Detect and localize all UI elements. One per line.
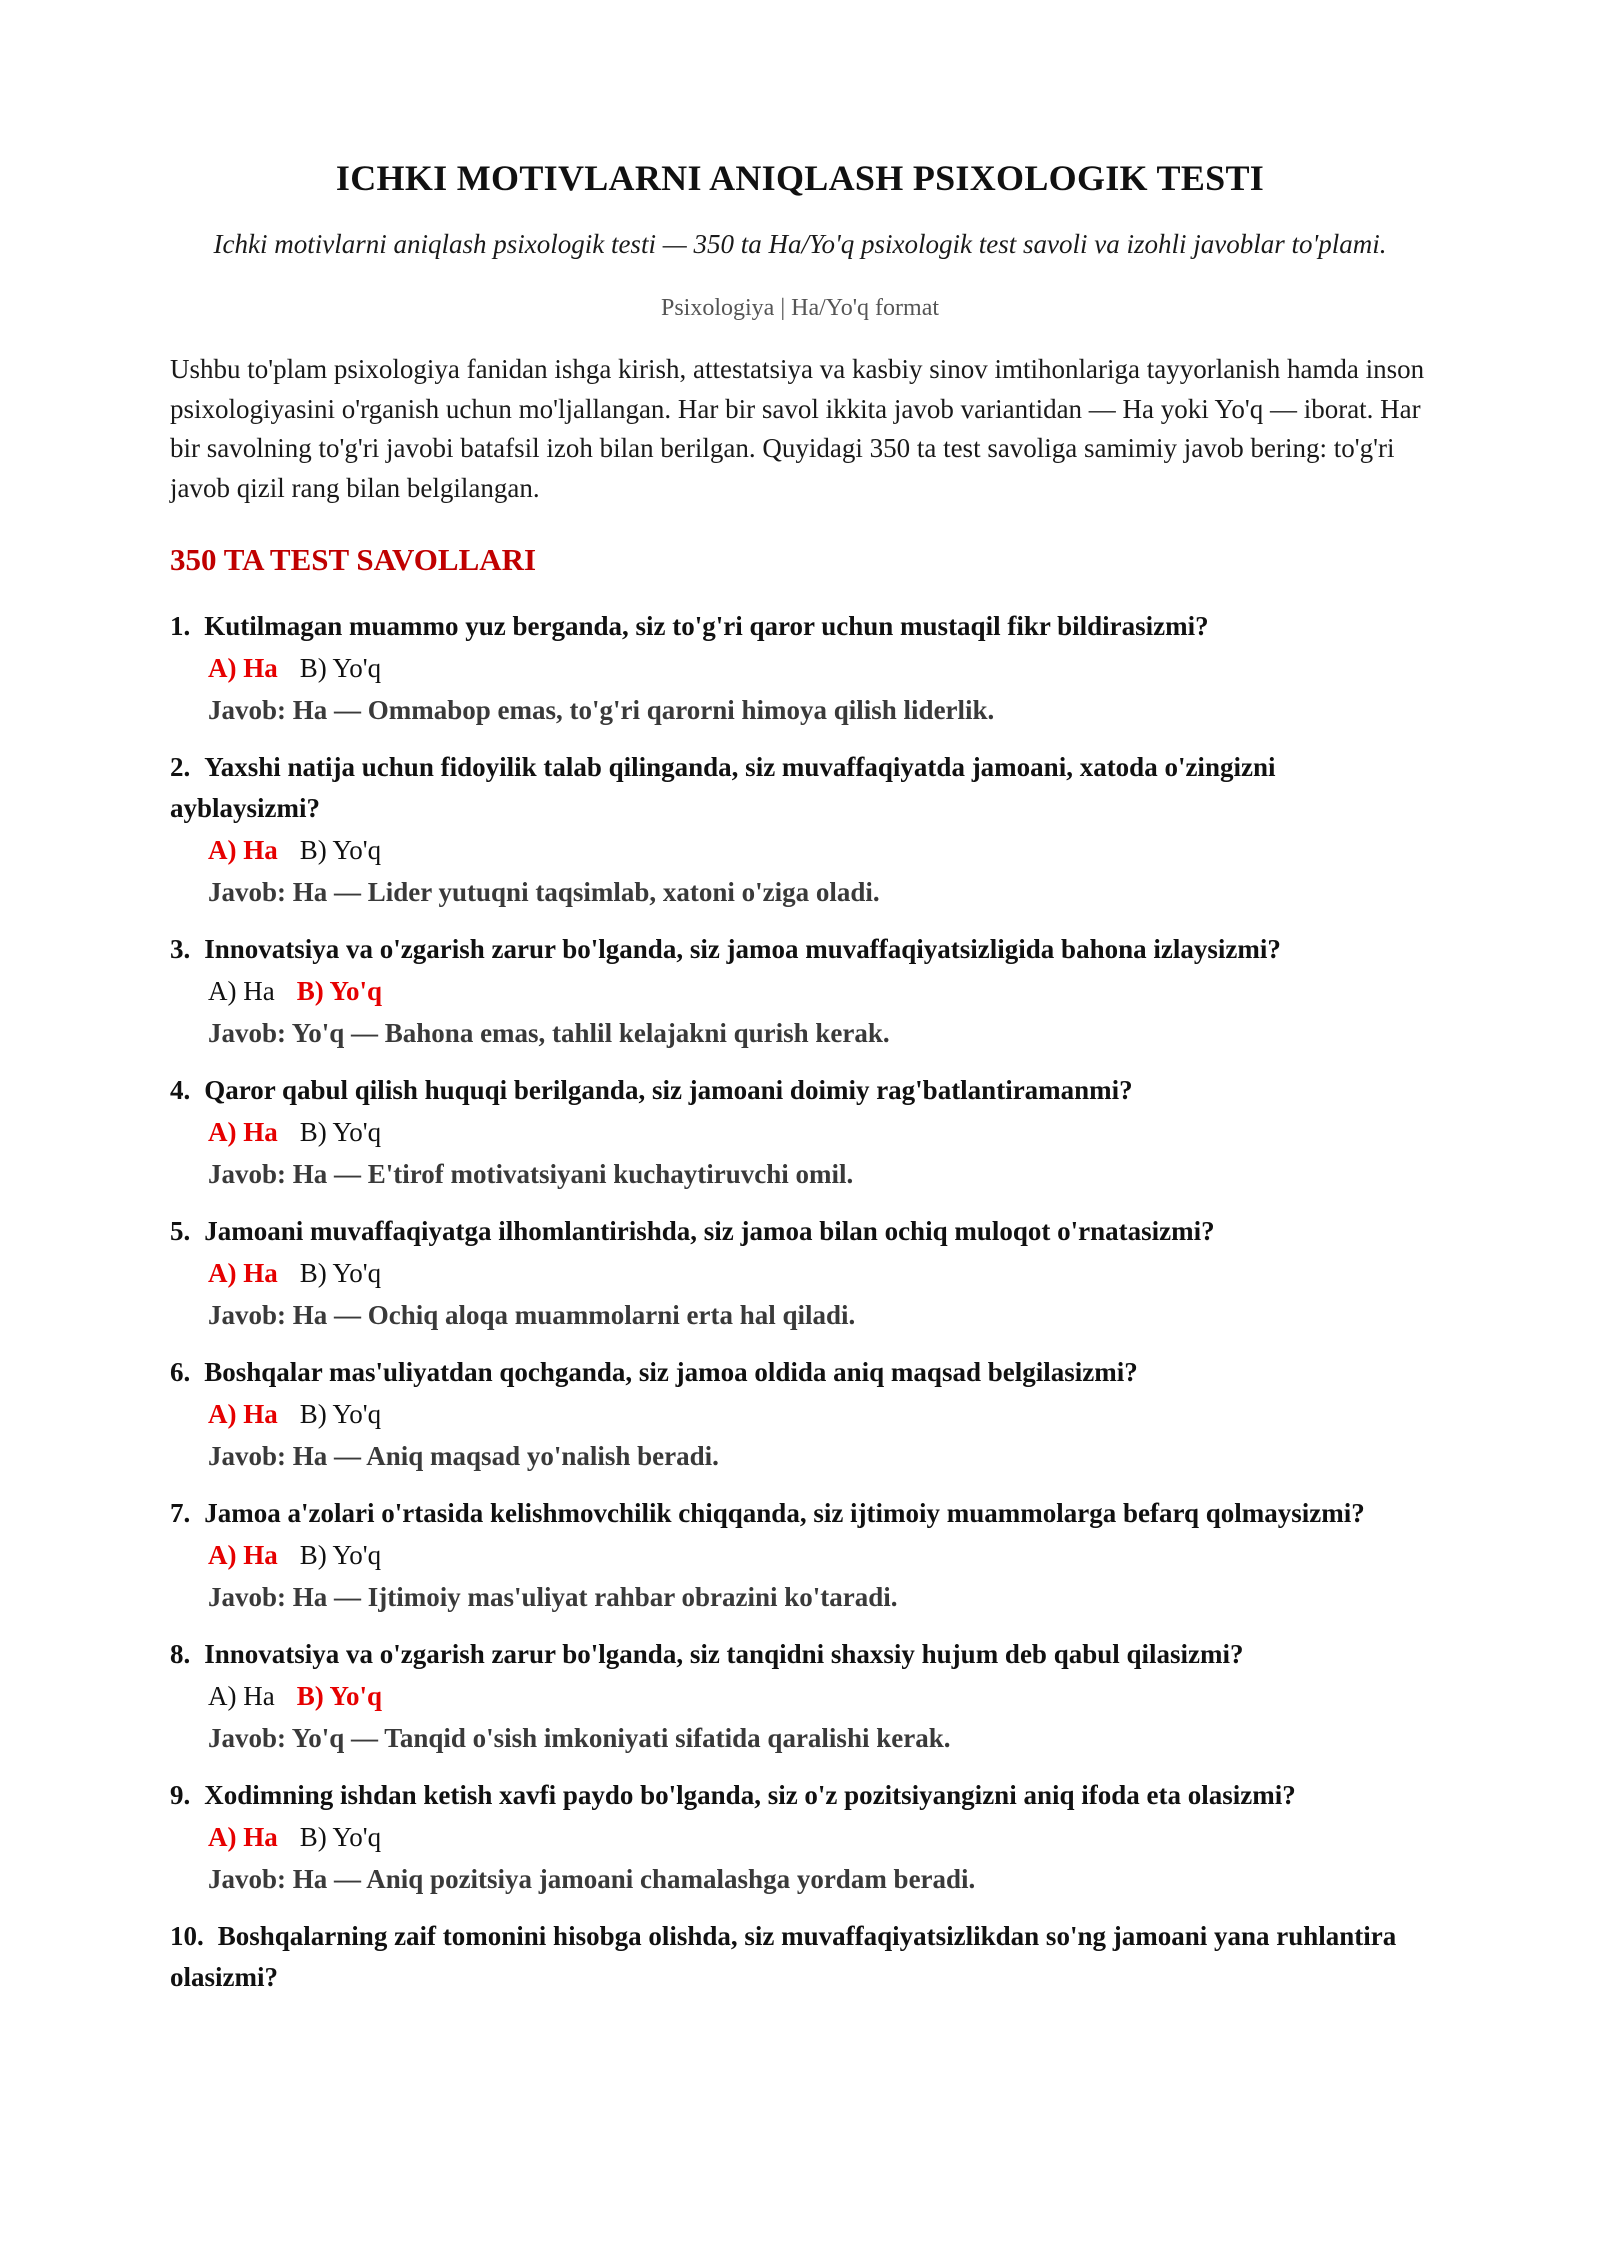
option-b[interactable]: B) Yo'q [299, 1540, 382, 1570]
question-item [170, 1070, 1430, 1195]
answer-options [170, 829, 1430, 871]
question-number: 1. [170, 611, 191, 641]
question-item [170, 606, 1430, 731]
option-a[interactable]: A) Ha [208, 835, 278, 865]
question-number: 8. [170, 1639, 191, 1669]
answer-explanation: Javob: Ha — Ochiq aloqa muammolarni erta hal qiladi. [208, 1300, 856, 1330]
question-body: Qaror qabul qilish huquqi berilganda, siz jamoani doimiy rag'batlantiramanmi? [204, 1075, 1133, 1105]
question-number: 9. [170, 1780, 191, 1810]
question-number: 6. [170, 1357, 191, 1387]
question-item [170, 1634, 1430, 1759]
question-number: 10. [170, 1921, 204, 1951]
question-text [170, 1352, 1430, 1393]
option-b[interactable]: B) Yo'q [299, 1822, 382, 1852]
option-b[interactable]: B) Yo'q [299, 1258, 382, 1288]
question-text [170, 1070, 1430, 1111]
question-text [170, 1775, 1430, 1816]
answer-explanation: Javob: Ha — Lider yutuqni taqsimlab, xatoni o'ziga oladi. [208, 877, 880, 907]
question-item [170, 1211, 1430, 1336]
intro-paragraph: Ushbu to'plam psixologiya fanidan ishga kirish, attestatsiya va kasbiy sinov imtihonlariga tayyorlanish hamda inson psixologiyasini o'rganish uchun mo'ljallangan. Har bir savol ikkita javob variantidan — Ha yoki Yo'q — iborat. Har bir savolning to'g'ri javobi batafsil izoh bilan berilgan. Quyidagi 350 ta test savoliga samimiy javob bering: to'g'ri javob qizil rang bilan belgilangan. [170, 354, 1425, 503]
answer-explanation: Javob: Ha — Aniq pozitsiya jamoani chamalashga yordam beradi. [208, 1864, 976, 1894]
option-a[interactable]: A) Ha [208, 1540, 278, 1570]
question-text [170, 1916, 1430, 1998]
answer-options [170, 1675, 1430, 1717]
option-b[interactable]: B) Yo'q [299, 1399, 382, 1429]
option-a[interactable]: A) Ha [208, 976, 275, 1006]
option-b[interactable]: B) Yo'q [296, 976, 383, 1006]
option-a[interactable]: A) Ha [208, 1117, 278, 1147]
question-body: Innovatsiya va o'zgarish zarur bo'lganda, siz jamoa muvaffaqiyatsizligida bahona izlaysizmi? [204, 934, 1281, 964]
answer-explanation: Javob: Ha — Ommabop emas, to'g'ri qarorni himoya qilish liderlik. [208, 695, 995, 725]
question-text [170, 606, 1430, 647]
answer-explanation: Javob: Ha — E'tirof motivatsiyani kuchaytiruvchi omil. [208, 1159, 854, 1189]
document-title: ICHKI MOTIVLARNI ANIQLASH PSIXOLOGIK TESTI [335, 158, 1265, 198]
question-item [170, 1352, 1430, 1477]
option-a[interactable]: A) Ha [208, 1258, 278, 1288]
question-item [170, 747, 1430, 913]
question-item [170, 929, 1430, 1054]
question-text [170, 1493, 1430, 1534]
question-body: Innovatsiya va o'zgarish zarur bo'lganda, siz tanqidni shaxsiy hujum deb qabul qilasizmi? [204, 1639, 1244, 1669]
question-body: Xodimning ishdan ketish xavfi paydo bo'lganda, siz o'z pozitsiyangizni aniq ifoda eta olasizmi? [204, 1780, 1296, 1810]
question-number: 4. [170, 1075, 191, 1105]
answer-options [170, 1534, 1430, 1576]
question-body: Yaxshi natija uchun fidoyilik talab qilinganda, siz muvaffaqiyatda jamoani, xatoda o'zingizni ayblaysizmi? [170, 752, 1276, 823]
question-number: 7. [170, 1498, 191, 1528]
question-number: 5. [170, 1216, 191, 1246]
question-body: Jamoa a'zolari o'rtasida kelishmovchilik chiqqanda, siz ijtimoiy muammolarga befarq qolmaysizmi? [204, 1498, 1365, 1528]
document-subtitle: Ichki motivlarni aniqlash psixologik testi — 350 ta Ha/Yo'q psixologik test savoli va izohli javoblar to'plami. [213, 229, 1387, 259]
answer-options [170, 1816, 1430, 1858]
answer-options [170, 1252, 1430, 1294]
document-meta: Psixologiya | Ha/Yo'q format [660, 295, 940, 321]
option-b[interactable]: B) Yo'q [299, 835, 382, 865]
answer-options [170, 970, 1430, 1012]
option-b[interactable]: B) Yo'q [299, 1117, 382, 1147]
question-item [170, 1916, 1430, 1998]
section-heading: 350 TA TEST SAVOLLARI [170, 542, 537, 577]
option-a[interactable]: A) Ha [208, 1399, 278, 1429]
option-b[interactable]: B) Yo'q [299, 653, 382, 683]
answer-explanation: Javob: Yo'q — Tanqid o'sish imkoniyati sifatida qaralishi kerak. [208, 1723, 951, 1753]
answer-explanation: Javob: Ha — Ijtimoiy mas'uliyat rahbar obrazini ko'taradi. [208, 1582, 898, 1612]
question-text [170, 1211, 1430, 1252]
option-a[interactable]: A) Ha [208, 1822, 278, 1852]
option-b[interactable]: B) Yo'q [296, 1681, 383, 1711]
question-text [170, 1634, 1430, 1675]
document-page [170, 150, 1430, 2014]
question-number: 2. [170, 752, 191, 782]
answer-options [170, 647, 1430, 689]
question-item [170, 1493, 1430, 1618]
question-body: Boshqalarning zaif tomonini hisobga olishda, siz muvaffaqiyatsizlikdan so'ng jamoani yana ruhlantira olasizmi? [170, 1921, 1397, 1992]
question-text [170, 747, 1430, 829]
question-body: Kutilmagan muammo yuz berganda, siz to'g'ri qaror uchun mustaqil fikr bildirasizmi? [204, 611, 1209, 641]
question-list [170, 606, 1430, 1998]
option-a[interactable]: A) Ha [208, 1681, 275, 1711]
question-item [170, 1775, 1430, 1900]
question-text [170, 929, 1430, 970]
answer-explanation: Javob: Yo'q — Bahona emas, tahlil kelajakni qurish kerak. [208, 1018, 890, 1048]
answer-explanation: Javob: Ha — Aniq maqsad yo'nalish beradi. [208, 1441, 719, 1471]
option-a[interactable]: A) Ha [208, 653, 278, 683]
answer-options [170, 1111, 1430, 1153]
question-number: 3. [170, 934, 191, 964]
question-body: Boshqalar mas'uliyatdan qochganda, siz jamoa oldida aniq maqsad belgilasizmi? [204, 1357, 1138, 1387]
question-body: Jamoani muvaffaqiyatga ilhomlantirishda, siz jamoa bilan ochiq muloqot o'rnatasizmi? [204, 1216, 1215, 1246]
answer-options [170, 1393, 1430, 1435]
